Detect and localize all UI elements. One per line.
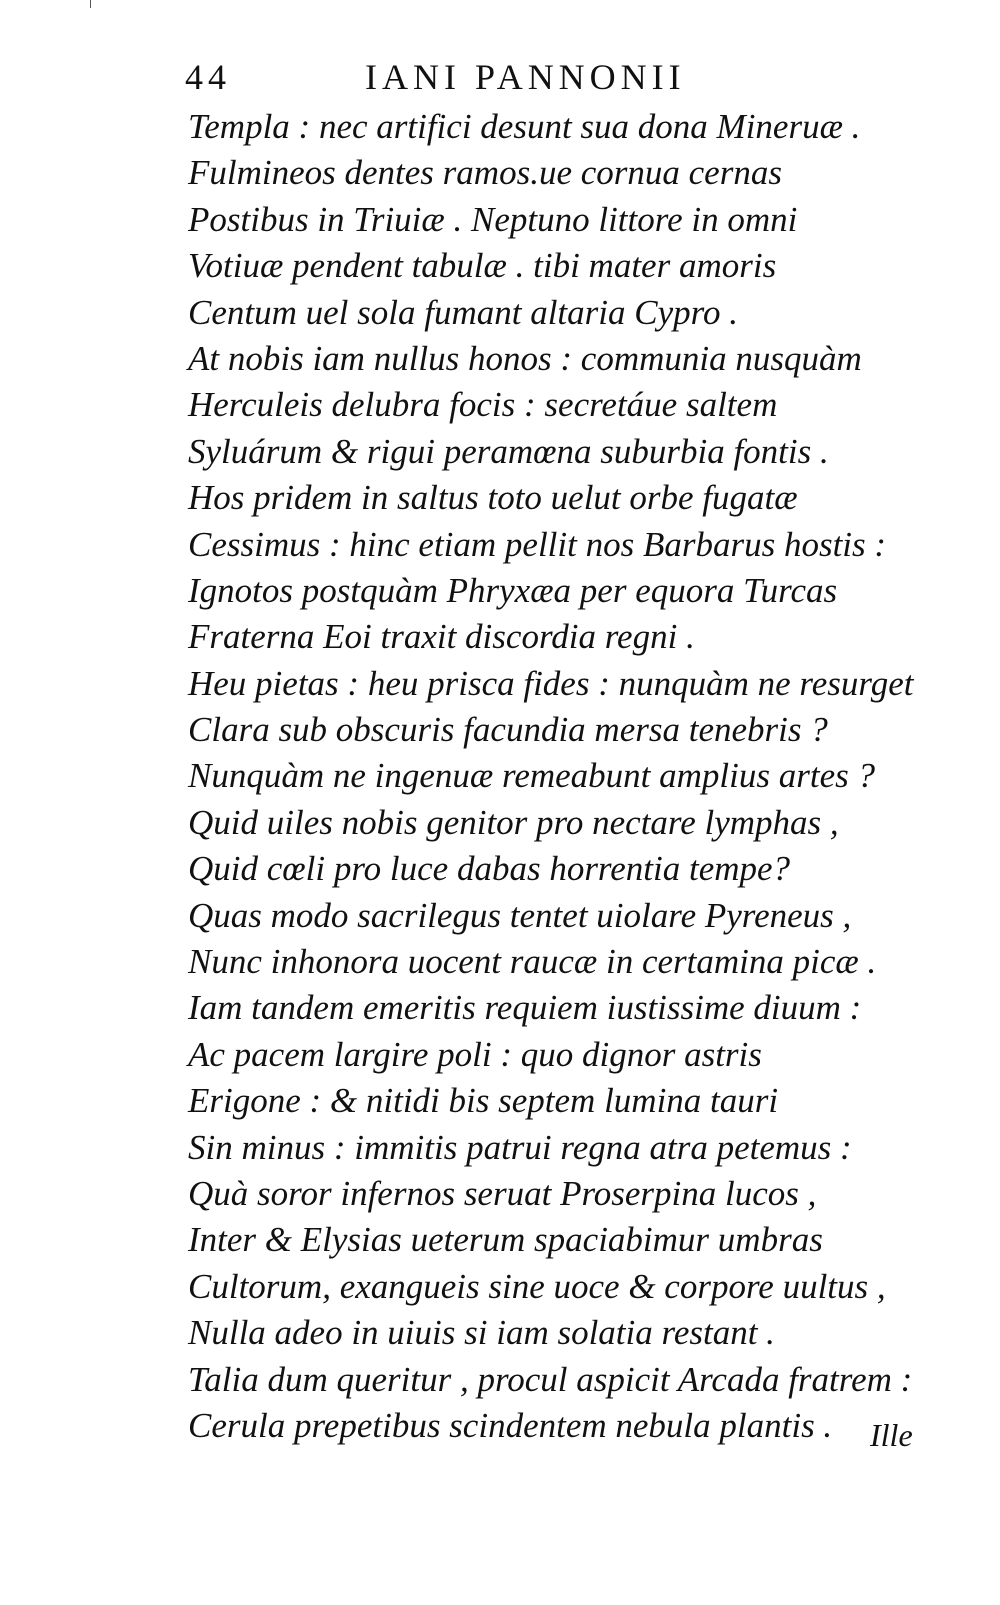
verse-line: Herculeis delubra focis : secretáue saltem	[188, 385, 778, 425]
verse-line: Fraterna Eoi traxit discordia regni .	[188, 617, 695, 657]
verse-line: Ac pacem largire poli : quo dignor astris	[188, 1034, 762, 1074]
page-edge-mark	[90, 0, 91, 8]
verse-line: Quid uiles nobis genitor pro nectare lymphas ,	[188, 802, 839, 842]
verse-line: At nobis iam nullus honos : communia nusquàm	[188, 338, 862, 378]
verse-line: Sin minus : immitis patrui regna atra petemus :	[188, 1127, 852, 1167]
verse-line: Iam tandem emeritis requiem iustissime diuum :	[188, 988, 862, 1028]
verse-line: Quid cœli pro luce dabas horrentia tempe?	[188, 849, 791, 889]
verse-line: Hos pridem in saltus toto uelut orbe fugatæ	[188, 478, 798, 518]
verse-line: Quà soror infernos seruat Proserpina lucos ,	[188, 1173, 817, 1213]
verse-line: Cerula prepetibus scindentem nebula plantis .	[188, 1405, 833, 1445]
verse-line: Quas modo sacrilegus tentet uiolare Pyreneus ,	[188, 895, 852, 935]
verse-line: Talia dum queritur , procul aspicit Arcada fratrem :	[188, 1359, 913, 1399]
verse-line: Fulmineos dentes ramos.ue cornua cernas	[188, 153, 782, 193]
verse-line: Clara sub obscuris facundia mersa tenebris ?	[188, 710, 828, 750]
verse-line: Nulla adeo in uiuis si iam solatia restant .	[188, 1313, 775, 1353]
verse-line: Heu pietas : heu prisca fides : nunquàm ne resurget	[188, 663, 914, 703]
page-header	[185, 52, 785, 102]
running-head: IANI PANNONII	[365, 57, 686, 97]
verse-line: Nunquàm ne ingenuæ remeabunt amplius artes ?	[188, 756, 875, 796]
verse-line: Centum uel sola fumant altaria Cypro .	[188, 292, 738, 332]
verse-line: Cessimus : hinc etiam pellit nos Barbarus hostis :	[188, 524, 887, 564]
verse-line: Erigone : & nitidi bis septem lumina tauri	[188, 1081, 779, 1121]
verse-line: Templa : nec artifici desunt sua dona Mineruæ .	[188, 107, 861, 146]
verse-line: Cultorum, exangueis sine uoce & corpore uultus ,	[188, 1266, 886, 1306]
verse-line: Syluárum & rigui peramœna suburbia fontis .	[188, 431, 829, 471]
verse-line: Inter & Elysias ueterum spaciabimur umbras	[188, 1220, 823, 1260]
verse-block	[188, 104, 978, 1449]
verse-line: Ignotos postquàm Phryxæa per equora Turcas	[188, 570, 838, 610]
page-number: 44	[185, 57, 231, 97]
verse-line: Votiuæ pendent tabulæ . tibi mater amoris	[188, 246, 777, 286]
catchword: Ille	[870, 1417, 913, 1453]
verse-line: Nunc inhonora uocent raucæ in certamina picæ .	[188, 942, 877, 982]
verse-line: Postibus in Triuiæ . Neptuno littore in omni	[188, 199, 798, 239]
